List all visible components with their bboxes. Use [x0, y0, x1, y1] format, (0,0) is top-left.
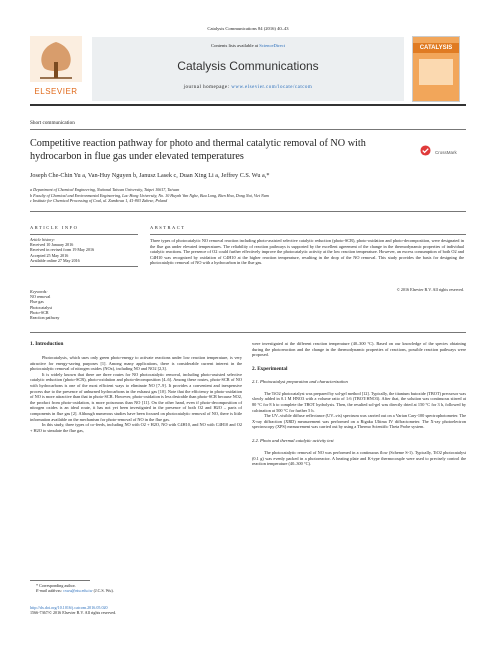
doi-link[interactable]: http://dx.doi.org/10.1016/j.catcom.2016.05.020 [30, 605, 108, 610]
subsection-2-2: 2.2. Photo and thermal catalytic activity test [252, 437, 334, 443]
affiliation-b: b Faculty of Chemical and Environmental Engineering, Lac Hong University, No. 10 Huynh Van Nghe, Buu Long, Bien Hoa, Dong Nai, Viet Nam [30, 192, 269, 198]
keyword: Photocatalyst [30, 304, 53, 310]
contents-line: Contents lists available at ScienceDirect [211, 43, 285, 48]
cover-title: CATALYSIS [413, 43, 459, 53]
journal-reference: Catalysis Communications 84 (2016) 40–43 [207, 26, 289, 31]
footnote-rule [30, 580, 90, 581]
journal-banner [92, 37, 404, 101]
activity-test-paragraph: The photocatalytic removal of NO was performed in a continuous flow (Scheme S-1). Typically, TiO2 photocatalyst (0.1 g) was evenly packed in a photoreactor. A heating plate and K-type thermocouple were used to precisely control the reaction temperature (40–300 °C). [252, 449, 466, 467]
corresponding-author: * Corresponding author. [36, 583, 76, 588]
title-rule [30, 129, 466, 130]
history-accepted: Accepted 25 May 2016 [30, 252, 69, 258]
history-received: Received 10 January 2016 [30, 242, 74, 248]
subsection-2-1: 2.1. Photocatalyst preparation and characterization [252, 378, 348, 384]
elsevier-tree-icon [30, 36, 82, 82]
cover-graphic [419, 59, 453, 85]
intro-paragraph-2: It is widely known that there are three routes for NO photocatalytic removal, including photo-assisted selective catalytic reduction (photo-SCR), photo-oxidation and photo-decomposition [4–6]. Among these routes, photo-SCR of NO with hydrocarbons is one of the most efficient ways to eliminate NO [7–9]. It provides a convenient and inexpensive process due to the presence of unburned hydrocarbons in the exhaust gas [10]. Note that the efficiency in photo-oxidation of NO is more attractive than that in photo-SCR. However, photo-oxidation is less desirable than photo-SCR because NO2, the product from photo-oxidation, is more poisonous than NO [11]. On the other hand, even if photo-decomposition of nitrogen oxides is an ideal route, it has not yet been investigated in the presence of both O2 and H2O – parts of components in flue gas [2]. Although numerous studies have been focused on photocatalytic removal of NO, there is little information available on the mechanism for photo-removal of NO in the flue gas. [30, 371, 243, 422]
article-history: Article history: Received 10 January 2016 Received in revised form 19 May 2016 Accepted 25 May 2016 Available online 27 May 2016 [30, 237, 140, 263]
abstract-rule [150, 234, 466, 235]
history-online: Available online 27 May 2016 [30, 257, 80, 263]
intro-paragraph-1: Photocatalysis, which uses only green photo-energy to activate reactions under low reaction temperature, is very attractive for energy-saving purposes [1]. Among many applications, there is considerable current interest in the photocatalytic removal of nitrogen oxides (NOx), including NO and NO2 [2,3]. [30, 355, 242, 372]
affiliation-c: c Institute for Chemical Processing of Coal, ul. Zamkowa 1, 41-803 Zabrze, Poland [30, 198, 168, 203]
article-info-heading: ARTICLE INFO [30, 225, 79, 230]
header-rule [30, 104, 466, 106]
homepage-line: journal homepage: www.elsevier.com/locate/catcom [183, 85, 313, 90]
abstract-text: Three types of photocatalytic NO removal reaction including photo-assisted selective catalytic reduction (photo-SCR), photo-oxidation and photo-decomposition, were designated in the flue gas under elevated temperatures. The reliability of reaction pathways is supported by the excellent agreement of the change in the thermodynamic properties of individual catalytic reactions. The presence of O2 could further effectively improve the photocatalytic activity at the low reaction temperature. However, an excess consumption of both O2 and C4H10 was recognized by oxidation of C4H10 at the higher reaction temperature, resulting in the drop of the NO removal. This study provides the basis for designing the photocatalytic removal of NO with a hydrocarbon in the flue gas. [150, 238, 464, 266]
crossmark-badge[interactable]: CrossMark [420, 141, 460, 159]
sciencedirect-link[interactable]: ScienceDirect [259, 43, 285, 48]
footnote: * Corresponding author. E-mail address: cswu@ntu.edu.tw (J.C.S. Wu). [30, 583, 242, 593]
body-rule [30, 332, 466, 333]
issn-line: 1566-7367/© 2016 Elsevier B.V. All rights reserved. [30, 610, 117, 616]
experimental-heading: 2. Experimental [252, 365, 288, 372]
keyword: Reaction pathway [30, 315, 60, 321]
intro-continuation: were investigated at the different reaction temperature (40–300 °C). Based on our knowledge of the species obtaining during the photoreaction and the change in the thermodynamic properties of reactions, possible reaction pathways were proposed. [252, 341, 466, 358]
keywords-rule [30, 266, 138, 267]
preparation-paragraph: The TiO2 photocatalyst was prepared by sol-gel method [12]. Typically, the titanium butoxide (TBOT) precursor was slowly added in 0.1 M HNO3 with a volume ratio of 1:6 (TBOT:HNO3). After that, the solution was continuous stirred at 80 °C for 8 h to complete the TBOT hydrolysis. Then, the resulted sol-gel was directly dried at 150 °C for 3 h, followed by calcination at 500 °C for further 5 h. [252, 390, 466, 413]
intro-paragraph-3: In this study, three types of co-feeds, including NO with O2 + H2O, NO with C4H10, and NO with C4H10 and O2 + H2O to simulate the flue gas, [30, 422, 242, 433]
elsevier-logo[interactable] [30, 36, 82, 96]
abstract-heading: ABSTRACT [150, 225, 186, 230]
homepage-link[interactable]: www.elsevier.com/locate/catcom [231, 85, 313, 90]
right-column [252, 341, 466, 467]
authors: Joseph Che-Chin Yu a, Van-Huy Nguyen b, Janusz Lasek c, Duan Xing Li a, Jeffrey C.S. Wu a,* [30, 172, 270, 179]
abstract-copyright: © 2016 Elsevier B.V. All rights reserved. [396, 287, 464, 292]
affiliation-rule [30, 211, 466, 212]
affiliations [30, 187, 460, 204]
journal-cover[interactable] [412, 36, 460, 102]
keyword: NO removal [30, 294, 51, 300]
article-title: Competitive reaction pathway for photo and thermal catalytic removal of NO with hydrocarbon in flue gas under elevated temperatures [30, 138, 366, 162]
keyword: Flue gas [30, 299, 44, 305]
intro-heading: 1. Introduction [30, 341, 64, 347]
history-revised: Received in revised form 19 May 2016 [30, 247, 95, 253]
keyword: Photo-SCR [30, 309, 49, 315]
doi-block [30, 605, 116, 615]
characterization-paragraph: The UV–visible diffuse reflectance (UV–vis) spectrum was carried out on a Varian Cary-100 spectrophotometer. The X-ray diffraction (XRD) measurement was performed on a Rigaku Ultima IV diffractometer. The X-ray photoelectron spectroscopy (XPS) measurement was carried out by using a Thermo Scientific Theta Probe system. [252, 413, 466, 430]
left-column [30, 341, 242, 433]
article-type: Short communication [30, 120, 75, 126]
elsevier-wordmark: ELSEVIER [34, 87, 78, 96]
article-info-rule [30, 234, 138, 235]
journal-title: Catalysis Communications [177, 59, 319, 73]
keywords: Keywords: NO removal Flue gas Photocatalyst Photo-SCR Reaction pathway [30, 289, 140, 320]
crossmark-icon [420, 145, 431, 156]
affiliation-a: a Department of Chemical Engineering, National Taiwan University, Taipei 10617, Taiwan [30, 187, 180, 192]
author-email-link[interactable]: cswu@ntu.edu.tw [63, 588, 93, 594]
